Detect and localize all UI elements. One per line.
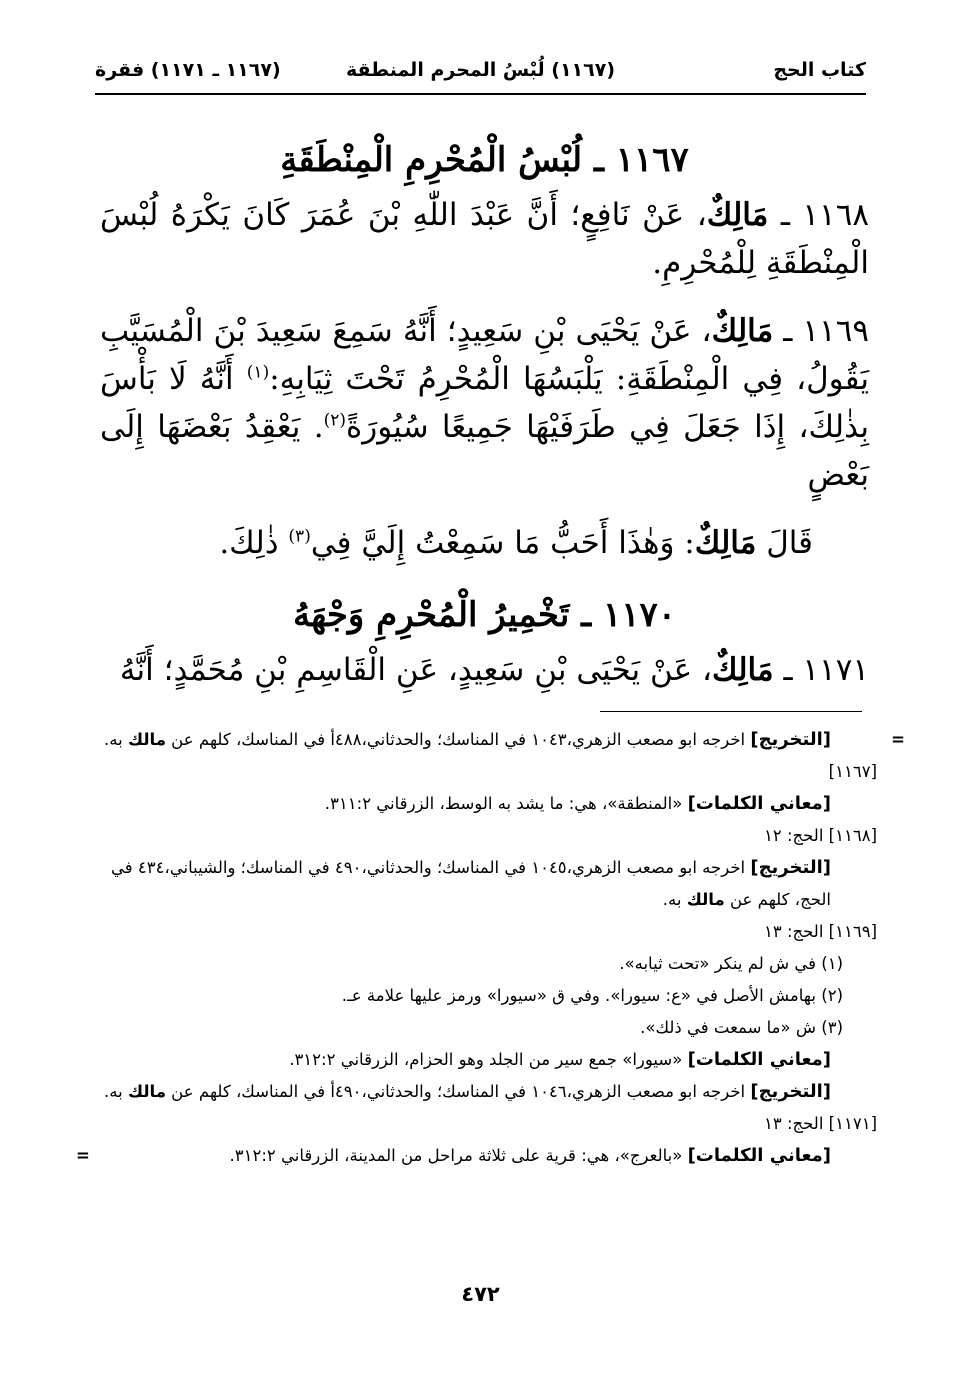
note-text: «بالعرج»، هي: قرية على ثلاثة مراحل من المدينة، الزرقاني ٣١٢:٢.: [229, 1146, 688, 1165]
section-title-1170: ١١٧٠ ـ تَخْمِيرُ الْمُحْرِمِ وَجْهَهُ: [293, 595, 676, 636]
paragraph-number: ١١٦٩ ـ: [783, 312, 869, 349]
paragraph-malik-comment: [100, 519, 869, 567]
note-text: به.: [662, 890, 687, 909]
narrator-malik: مَالِكٌ: [694, 524, 757, 561]
continuation-mark: =: [891, 730, 905, 749]
footnote-ref-2[interactable]: (٢): [323, 410, 346, 431]
header-chapter-title: (١١٦٧) لُبْسُ المحرم المنطقة: [345, 59, 616, 81]
paragraph-1168: [100, 191, 869, 287]
paragraph-text: قَالَ: [756, 524, 813, 561]
note-takhrij-1168: [96, 852, 877, 916]
note-ref-1167: [١١٦٧]: [828, 762, 877, 781]
paragraph-text: ، عَنْ نَافِعٍ؛ أَنَّ عَبْدَ اللّٰهِ بْنَ عُمَرَ كَانَ يَكْرَهُ لُبْسَ الْمِنْطَقَةِ لِلْمُحْرِمِ.: [100, 196, 869, 281]
paragraph-text: . يَعْقِدُ بَعْضَهَا إِلَى بَعْضٍ: [100, 408, 869, 493]
paragraph-text: ، عَنْ يَحْيَى بْنِ سَعِيدٍ؛ أَنَّهُ سَمِعَ سَعِيدَ بْنَ الْمُسَيَّبِ يَقُولُ، فِي الْمِنْطَقَةِ: يَلْبَسُهَا الْمُحْرِمُ تَحْتَ ثِيَابِهِ:: [100, 312, 869, 397]
note-ref-1171: [١١٧١] الحج: ١٣: [763, 1114, 877, 1133]
running-header: [95, 55, 866, 95]
footnote-1: (١) في ش لم ينكر «تحت ثيابه».: [619, 954, 843, 973]
note-text: «المنطقة»، هي: ما يشد به الوسط، الزرقاني ٣١١:٢.: [324, 794, 688, 813]
footnote-2: (٢) بهامش الأصل في «ع: سيورا». وفي ق «سيورا» ورمز عليها علامة عـ.: [341, 986, 843, 1005]
paragraph-text: ذٰلِكَ.: [219, 524, 289, 561]
narrator-malik: مَالِكٌ: [711, 312, 774, 349]
header-book-title: كتاب الحج: [773, 59, 866, 81]
note-malik: مالك: [127, 730, 166, 749]
note-tag: [معاني الكلمات]: [687, 1049, 831, 1070]
note-malik: مالك: [686, 890, 725, 909]
note-text: اخرجه ابو مصعب الزهري،١٠٤٦ في المناسك؛ والحدثاني،٤٩٠أ في المناسك، كلهم عن: [165, 1082, 751, 1101]
note-tag: [التخريج]: [750, 1081, 831, 1102]
note-meanings-1167: [96, 788, 877, 820]
narrator-malik: مَالِكٌ: [706, 196, 769, 233]
note-tag: [معاني الكلمات]: [687, 1145, 831, 1166]
footnote-separator: [600, 711, 862, 712]
note-takhrij-prev: [96, 724, 905, 756]
note-tag: [معاني الكلمات]: [687, 793, 831, 814]
continuation-mark-end: =: [76, 1146, 90, 1165]
note-text: اخرجه ابو مصعب الزهري،١٠٤٥ في المناسك؛ والحدثاني،٤٩٠ في المناسك؛ والشيباني،٤٣٤ في الحج، كلهم عن: [110, 858, 831, 909]
note-text: «سيورا» جمع سير من الجلد وهو الحزام، الزرقاني ٣١٢:٢.: [289, 1050, 688, 1069]
footnotes-area: [76, 724, 905, 1172]
note-text: به.: [104, 1082, 128, 1101]
paragraph-1171: [100, 646, 869, 694]
note-text: اخرجه ابو مصعب الزهري،١٠٤٣ في المناسك؛ والحدثاني،٤٨٨أ في المناسك، كلهم عن: [165, 730, 751, 749]
footnote-ref-3[interactable]: (٣): [288, 526, 311, 547]
section-title-1167: ١١٦٧ ـ لُبْسُ الْمُحْرِمِ الْمِنْطَقَةِ: [280, 140, 689, 180]
footnote-3: (٣) ش «ما سمعت في ذلك».: [640, 1018, 843, 1037]
note-meanings-1171: [76, 1140, 877, 1172]
note-takhrij-1169: [96, 1076, 877, 1108]
header-paragraph-range: (١١٦٧ ـ ١١٧١) فقرة: [95, 59, 281, 81]
paragraph-text: أَنَّهُ لَا بَأْسَ بِذٰلِكَ، إِذَا جَعَلَ فِي طَرَفَيْهَا جَمِيعًا سُيُورَةً: [100, 360, 869, 445]
paragraph-text: ، عَنْ يَحْيَى بْنِ سَعِيدٍ، عَنِ الْقَاسِمِ بْنِ مُحَمَّدٍ؛ أَنَّهُ: [119, 651, 712, 688]
note-tag: [التخريج]: [750, 857, 831, 878]
note-tag: [التخريج]: [750, 729, 831, 750]
narrator-malik: مَالِكٌ: [711, 651, 774, 688]
paragraph-1169: [100, 307, 869, 499]
page-number: ٤٧٢: [461, 1282, 500, 1306]
note-meanings-1169: [96, 1044, 877, 1076]
note-ref-1168: [١١٦٨] الحج: ١٢: [763, 826, 877, 845]
main-text: [100, 112, 869, 714]
note-malik: مالك: [127, 1082, 166, 1101]
paragraph-text: : وَهٰذَا أَحَبُّ مَا سَمِعْتُ إِلَيَّ فِي: [310, 524, 695, 561]
note-text: به.: [104, 730, 128, 749]
paragraph-number: ١١٧١ ـ: [783, 651, 869, 688]
paragraph-number: ١١٦٨ ـ: [780, 196, 869, 233]
footnote-ref-1[interactable]: (١): [246, 362, 270, 383]
note-ref-1169: [١١٦٩] الحج: ١٣: [763, 922, 877, 941]
